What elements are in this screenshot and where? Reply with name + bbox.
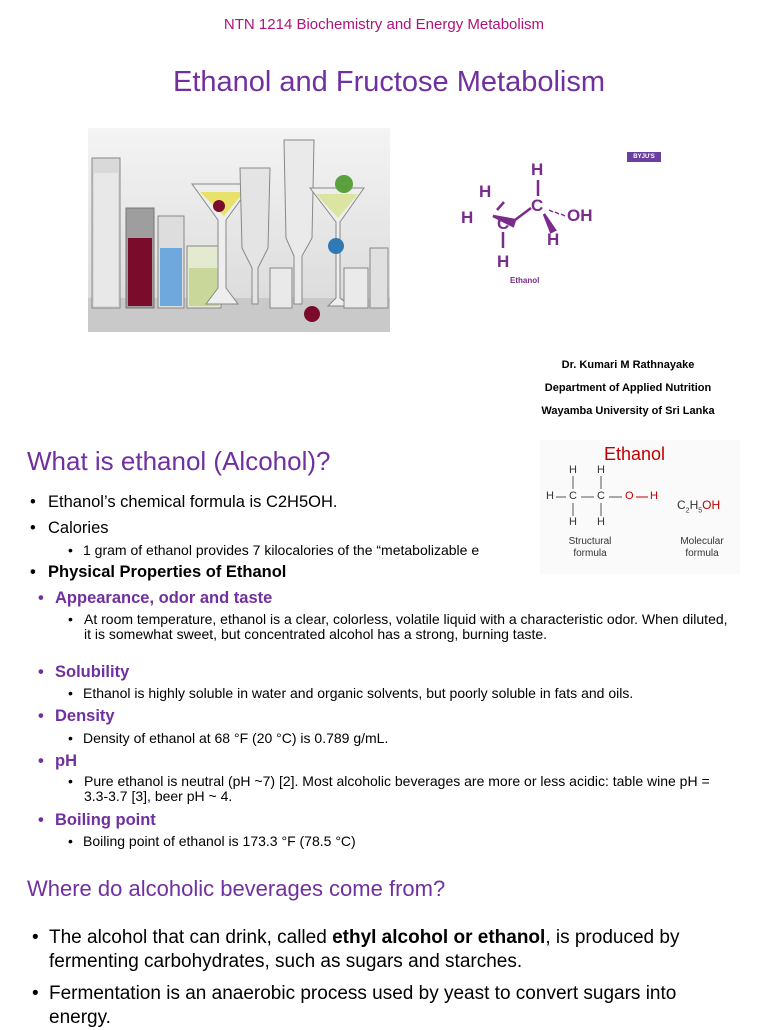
formula-h: H [569,516,577,528]
bullet-formula: • Ethanol’s chemical formula is C2H5OH. [30,493,338,511]
formula-h: H [569,464,577,476]
page-title: Ethanol and Fructose Metabolism [173,66,605,98]
ethanol-formula-diagram [540,440,740,574]
atom-h-top: H [531,160,544,179]
formula-o: O [625,490,634,502]
ethanol-molecule-diagram [455,150,675,292]
atom-c2: C [531,196,544,215]
prop-text: • Pure ethanol is neutral (pH ~7) [2]. Most alcoholic beverages are more or less acidic: table wine pH = 3.3-3.7 [3], beer pH ~ 4. [68,773,710,804]
author-block [500,354,756,423]
author-university: Wayamba University of Sri Lanka [541,405,715,417]
molecular-caption: Molecular formula [680,536,724,559]
sub-calories: • 1 gram of ethanol provides 7 kilocalories of the “metabolizable e [68,542,480,558]
bullet-physical: • Physical Properties of Ethanol [30,563,287,581]
prop-title: • Boiling point [38,811,156,829]
atom-oh: OH [567,206,593,225]
ethanol-bonds [455,150,675,292]
paragraph-2: • Fermentation is an anaerobic process used by yeast to convert sugars into energy. [32,983,677,1028]
diagram-title: Ethanol [604,444,666,464]
formula-c: C [597,490,605,502]
atom-h-left: H [461,208,474,227]
prop-text: • At room temperature, ethanol is a clear, colorless, volatile liquid with a characteristic odor. When diluted, it is somewhat sweet, but concentrated alcohol has a strong, burning taste. [68,611,728,642]
prop-title: • Density [38,707,115,725]
formula-h: H [597,516,605,528]
prop-text: • Density of ethanol at 68 °F (20 °C) is 0.789 g/mL. [68,730,389,746]
formula-h: H [546,490,554,502]
prop-title: • Solubility [38,663,130,681]
structural-caption: Structural formula [568,536,612,559]
section-heading: Where do alcoholic beverages come from? [27,876,446,901]
atom-c1: C [497,214,510,233]
prop-title: • Appearance, odor and taste [38,589,273,607]
byjus-logo: BYJU'S [627,152,661,162]
formula-h: H [650,490,658,502]
formula-h: H [597,464,605,476]
author-name: Dr. Kumari M Rathnayake [561,359,695,371]
paragraph-1: • The alcohol that can drink, called ethyl alcohol or ethanol, is produced by fermenting carbohydrates, such as sugars and starches. [32,927,680,972]
atom-h-bottom: H [497,252,510,271]
atom-h-left-top: H [479,182,492,201]
prop-text: • Boiling point of ethanol is 173.3 °F (78.5 °C) [68,833,356,849]
prop-title: • pH [38,752,77,770]
course-title: NTN 1214 Biochemistry and Energy Metabolism [223,16,545,33]
prop-text: • Ethanol is highly soluble in water and organic solvents, but poorly soluble in fats and oils. [68,685,634,701]
bullet-calories: • Calories [30,519,109,537]
formula-c: C [569,490,577,502]
molecular-formula: $C_2H_5OH$ [677,498,721,515]
section-heading: What is ethanol (Alcohol)? [27,446,331,476]
molecule-caption: Ethanol [510,276,540,285]
author-department: Department of Applied Nutrition [544,382,712,394]
atom-h-right: H [547,230,560,249]
glasses-photo [88,128,390,332]
